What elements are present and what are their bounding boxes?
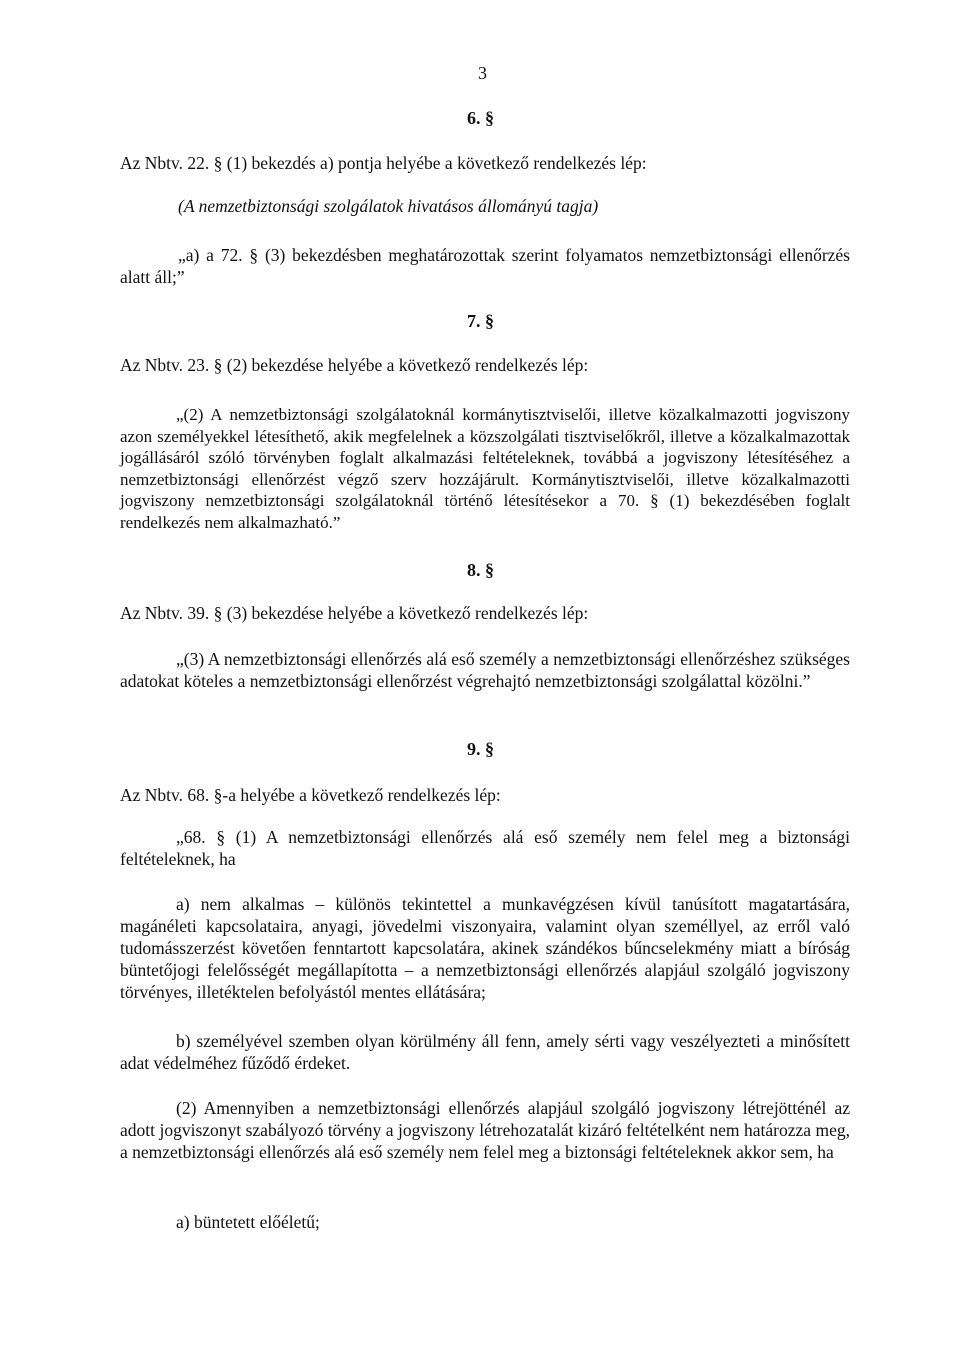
section-9-paragraph-1: „68. § (1) A nemzetbiztonsági ellenőrzés alá eső személy nem felel meg a biztonsági feltételeknek, ha: [120, 827, 850, 869]
section-8-intro: Az Nbtv. 39. § (3) bekezdése helyébe a következő rendelkezés lép:: [120, 603, 589, 623]
section-8-quote: „(3) A nemzetbiztonsági ellenőrzés alá eső személy a nemzetbiztonsági ellenőrzéshez szükséges adatokat köteles a nemzetbiztonsági ellenőrzést végrehajtó nemzetbiztonsági szolgálattal közölni.”: [120, 649, 850, 691]
section-9-intro: Az Nbtv. 68. §-a helyébe a következő rendelkezés lép:: [120, 785, 501, 805]
section-heading-8: 8. §: [467, 560, 494, 580]
section-9-paragraph-2: (2) Amennyiben a nemzetbiztonsági ellenőrzés alapjául szolgáló jogviszony létrejötténél az adott jogviszonyt szabályozó törvény a jogviszony létrehozatalát kizáró feltételként nem határozza meg, a nemzetbiztonsági ellenőrzés alá eső személy nem felel meg a biztonsági feltételeknek akkor sem, ha: [120, 1098, 850, 1162]
section-9-paragraph-b: b) személyével szemben olyan körülmény áll fenn, amely sérti vagy veszélyezteti a minősített adat védelméhez fűződő érdeket.: [120, 1031, 850, 1073]
page-number: 3: [478, 63, 487, 83]
section-7-intro: Az Nbtv. 23. § (2) bekezdése helyébe a következő rendelkezés lép:: [120, 355, 589, 375]
section-9-paragraph-2a: a) büntetett előéletű;: [176, 1212, 320, 1232]
section-9-paragraph-a: a) nem alkalmas – különös tekintettel a munkavégzésen kívül tanúsított magatartására, magánéleti kapcsolataira, anyagi, jövedelmi viszonyaira, valamint olyan személlyel, az erről való tudomásszerzést követően fenntartott kapcsolatára, akinek szándékos bűncselekmény miatt a bíróság büntetőjogi felelősségét megállapította – a nemzetbiztonsági ellenőrzés alapjául szolgáló jogviszony törvényes, illetéktelen befolyástól mentes ellátására;: [120, 894, 850, 1002]
section-6-context: (A nemzetbiztonsági szolgálatok hivatásos állományú tagja): [178, 196, 599, 216]
section-6-intro: Az Nbtv. 22. § (1) bekezdés a) pontja helyébe a következő rendelkezés lép:: [120, 153, 647, 173]
section-6-quote: „a) a 72. § (3) bekezdésben meghatározottak szerint folyamatos nemzetbiztonsági ellenőrzés alatt áll;”: [120, 245, 850, 287]
section-heading-6: 6. §: [467, 108, 494, 128]
section-heading-7: 7. §: [467, 311, 494, 331]
section-7-quote: „(2) A nemzetbiztonsági szolgálatoknál kormánytisztviselői, illetve közalkalmazotti jogviszony azon személyekkel létesíthető, akik megfelelnek a közszolgálati tisztviselőkről, illetve a közalkalmazottak jogállásáról szóló törvényben foglalt alkalmazási feltételeknek, továbbá a jogviszony létesítéséhez a nemzetbiztonsági ellenőrzést végző szerv hozzájárult. Kormánytisztviselői, illetve közalkalmazotti jogviszony nemzetbiztonsági szolgálatoknál történő létesítésekor a 70. § (1) bekezdésében foglalt rendelkezés nem alkalmazható.”: [120, 405, 850, 532]
section-heading-9: 9. §: [467, 739, 494, 759]
